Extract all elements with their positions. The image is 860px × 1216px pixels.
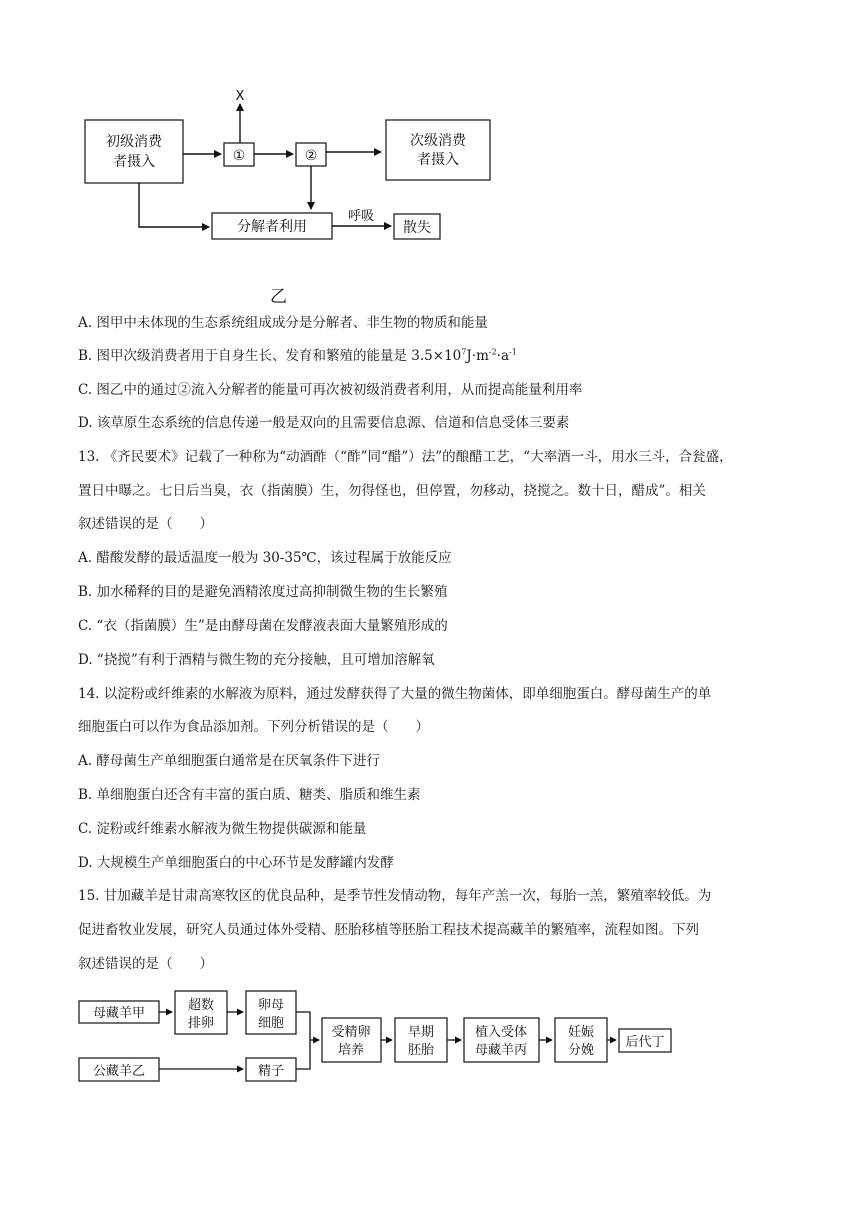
q13-option-b: B. 加水稀释的目的是避免酒精浓度过高抑制微生物的生长繁殖 <box>78 584 448 600</box>
node-1: ① <box>232 148 246 164</box>
figure-caption: 乙 <box>270 287 287 307</box>
secondary-consumer-line1: 次级消费 <box>410 133 466 149</box>
x-label: X <box>235 89 245 104</box>
q13-option-c: C. “衣（指菌膜）生”是由酵母菌在发酵液表面大量繁殖形成的 <box>78 618 448 634</box>
q14-option-c: C. 淀粉或纤维素水解液为微生物提供碳源和能量 <box>78 821 367 837</box>
q13-stem-line2: 置日中曝之。七日后当臭，衣（指菌膜）生，勿得怪也，但停置，勿移动，挠搅之。数十日，醋成”。相关 <box>78 483 706 499</box>
q13-stem-line1: 13. 《齐民要术》记载了一种称为“动酒酢（“酢”同“醋”）法”的酿醋工艺，“大率酒一斗，用水三斗，合瓮盛， <box>78 449 733 465</box>
embryo-flow-diagram <box>0 980 860 1100</box>
fertilization-line1: 受精卵 <box>331 1025 371 1040</box>
sperm-label: 精子 <box>257 1064 285 1079</box>
transfer-line2: 母藏羊丙 <box>474 1043 528 1058</box>
respiration-label: 呼吸 <box>347 209 375 224</box>
superovulation-line2: 排卵 <box>187 1016 215 1031</box>
pregnancy-line2: 分娩 <box>567 1043 595 1058</box>
offspring-label: 后代丁 <box>625 1035 665 1050</box>
q14-option-b: B. 单细胞蛋白还含有丰富的蛋白质、糖类、脂质和维生素 <box>78 787 421 803</box>
oocyte-line1: 卵母 <box>257 998 285 1013</box>
q14-stem-line1: 14. 以淀粉或纤维素的水解液为原料，通过发酵获得了大量的微生物菌体，即单细胞蛋白。酵母菌生产的单 <box>78 686 712 702</box>
q13-option-d: D. “挠搅”有利于酒精与微生物的充分接触，且可增加溶解氧 <box>78 652 435 668</box>
q15-stem-line1: 15. 甘加藏羊是甘肃高寒牧区的优良品种，是季节性发情动物，每年产羔一次，每胎一羔，繁殖率较低。为 <box>78 888 712 904</box>
decomposer-label: 分解者利用 <box>237 219 307 235</box>
q15-stem-line3: 叙述错误的是（ ） <box>78 956 213 972</box>
secondary-consumer-box <box>386 120 490 180</box>
fertilization-line2: 培养 <box>337 1043 365 1058</box>
q13-stem-line3: 叙述错误的是（ ） <box>78 516 213 532</box>
pregnancy-line1: 妊娠 <box>567 1025 595 1040</box>
q12-option-a: A. 图甲中未体现的生态系统组成成分是分解者、非生物的物质和能量 <box>78 315 488 331</box>
unit-text: J·m <box>466 348 489 364</box>
q14-stem-line2: 细胞蛋白可以作为食品添加剂。下列分析错误的是（ ） <box>78 719 429 735</box>
superovulation-line1: 超数 <box>187 998 215 1013</box>
father-sheep-label: 公藏羊乙 <box>92 1064 146 1079</box>
sup-exp: -1 <box>509 347 517 357</box>
sup-exp: 7 <box>461 347 467 357</box>
primary-consumer-box <box>85 120 183 183</box>
q12-option-b-text: B. 图甲次级消费者用于自身生长、发育和繁殖的能量是 3.5×10 <box>78 348 462 364</box>
secondary-consumer-line2: 者摄入 <box>417 152 459 168</box>
q12-option-d: D. 该草原生态系统的信息传递一般是双向的且需要信息源、信道和信息受体三要素 <box>78 415 570 431</box>
early-embryo-line1: 早期 <box>407 1025 435 1040</box>
node-2: ② <box>304 148 318 164</box>
q12-option-b <box>78 346 517 366</box>
energy-flow-diagram <box>0 0 860 300</box>
q14-option-d: D. 大规模生产单细胞蛋白的中心环节是发酵罐内发酵 <box>78 855 394 871</box>
dissipate-label: 散失 <box>403 220 431 236</box>
sup-exp: -2 <box>488 347 497 357</box>
primary-consumer-line2: 者摄入 <box>113 154 155 170</box>
transfer-line1: 植入受体 <box>474 1025 528 1040</box>
q14-option-a: A. 酵母菌生产单细胞蛋白通常是在厌氧条件下进行 <box>78 753 380 769</box>
q13-option-a: A. 醋酸发酵的最适温度一般为 30-35℃，该过程属于放能反应 <box>78 550 452 566</box>
oocyte-line2: 细胞 <box>257 1016 285 1031</box>
q12-option-c: C. 图乙中的通过②流入分解者的能量可再次被初级消费者利用，从而提高能量利用率 <box>78 382 583 398</box>
unit-text: ·a <box>496 348 510 364</box>
primary-consumer-line1: 初级消费 <box>106 134 162 150</box>
mother-sheep-label: 母藏羊甲 <box>92 1006 146 1021</box>
early-embryo-line2: 胚胎 <box>407 1043 435 1058</box>
q15-stem-line2: 促进畜牧业发展，研究人员通过体外受精、胚胎移植等胚胎工程技术提高藏羊的繁殖率，流程如图。下列 <box>78 922 699 938</box>
